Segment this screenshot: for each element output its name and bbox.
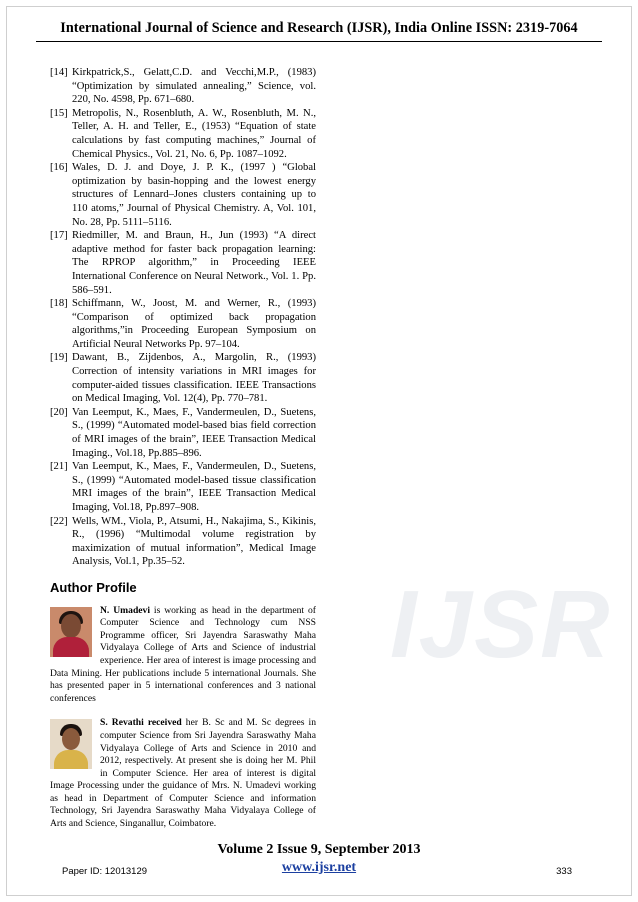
reference-text: Riedmiller, M. and Braun, H., Jun (1993) “A direct adaptive method for faster back propagation learning: The RPROP algorithm,” in Proceeding IEEE International Conference on Neural Network., Vol. 1. Pp. 586–591.	[72, 230, 316, 296]
reference-item	[50, 351, 316, 405]
reference-number: [17]	[50, 230, 68, 242]
author-photo	[50, 607, 92, 657]
header-rule	[36, 41, 602, 42]
left-column	[50, 66, 316, 843]
footer-paper-id: Paper ID: 12013129	[62, 866, 148, 877]
reference-text: Wales, D. J. and Doye, J. P. K., (1997 ) “Global optimization by basin-hopping and the lowest energy structures of Lennard–Jones clusters containing up to 110 atoms,” Journal of Physical Chemistry. A, Vol. 101, No. 28, Pp. 5111–5116.	[72, 162, 316, 228]
reference-number: [18]	[50, 298, 68, 310]
author-profile-2	[50, 717, 316, 830]
author-bio: her B. Sc and M. Sc degrees in computer Science from Sri Jayendra Saraswathy Maha Vidyalaya College of Arts and Science in 2010 and 2012, respectively. At present she is doing her M. Phil in Computer Science. Her area of interest is digital Image Processing under the guidance of Mrs. N. Umadevi working as head in Department of Computer Science and information Technology, Sri Jayendra Saraswathy Maha Vidyalaya College of Arts and Science, Singanallur, Coimbatore.	[50, 717, 316, 830]
ijsr-watermark: IJSR	[390, 571, 612, 678]
reference-text: Schiffmann, W., Joost, M. and Werner, R., (1993) “Comparison of optimized back propagation algorithms,”in Proceeding European Symposium on Artificial Neural Networks Pp. 97–104.	[72, 298, 316, 350]
reference-list	[50, 66, 316, 569]
reference-text: Metropolis, N., Rosenbluth, A. W., Rosenbluth, M. N., Teller, A. H. and Teller, E., (1953) “Equation of state calculations by fast computing machines,” Journal of Chemical Physics., Vol. 21, No. 6, Pp. 1087–1092.	[72, 107, 316, 160]
reference-item	[50, 107, 316, 161]
reference-text: Dawant, B., Zijdenbos, A., Margolin, R., (1993) Correction of intensity variations in MRI images for computer-aided tissues classification. IEEE Transactions on Medical Imaging, Vol. 12(4), Pp. 770–781.	[72, 352, 316, 405]
author-bio: is working as head in the department of Computer Science and Technology cum NSS Programme officer, Sri Jayendra Saraswathy Maha Vidyalaya College of Arts and Science of industrial experience. Her area of interest is image processing and Data Mining. Her publications include 5 international Journals. She has presented paper in 5 international conferences and 3 national conferences	[50, 604, 316, 704]
reference-text: Kirkpatrick,S., Gelatt,C.D. and Vecchi,M.P., (1983) “Optimization by simulated annealing,” Science, vol. 220, No. 4598, Pp. 671–680.	[72, 67, 316, 106]
author-profile-heading: Author Profile	[50, 579, 137, 595]
reference-number: [20]	[50, 406, 68, 418]
page-number: 333	[556, 866, 572, 877]
reference-item	[50, 229, 316, 297]
author-photo	[50, 719, 92, 769]
author-name: N. Umadevi	[100, 604, 150, 616]
journal-header: International Journal of Science and Research (IJSR), India Online ISSN: 2319-7064	[60, 20, 578, 36]
reference-item	[50, 297, 316, 351]
reference-text: Van Leemput, K., Maes, F., Vandermeulen, D., Suetens, S., (1999) “Automated model-based tissue classification MRI images of the brain”, IEEE Transaction Medical Imaging, Vol.18, Pp.897–908.	[72, 461, 316, 513]
reference-item	[50, 406, 316, 460]
reference-text: Wells, WM., Viola, P., Atsumi, H., Nakajima, S., Kikinis, R., (1996) “Multimodal volume registration by maximization of mutual information”, Medical Image Analysis, Vol.1, Pp.35–52.	[72, 515, 316, 568]
author-name: S. Revathi received	[100, 717, 182, 729]
reference-number: [15]	[50, 107, 68, 119]
reference-number: [19]	[50, 352, 68, 364]
reference-text: Van Leemput, K., Maes, F., Vandermeulen, D., Suetens, S., (1999) “Automated model-based bias field correction of MRI images of the brain”, IEEE Transaction Medical Imaging., Vol.18, Pp.885–896.	[72, 406, 316, 459]
reference-number: [22]	[50, 515, 68, 527]
reference-item	[50, 66, 316, 107]
reference-number: [14]	[50, 67, 68, 78]
reference-number: [16]	[50, 162, 68, 174]
reference-item	[50, 161, 316, 229]
author-profile-1	[50, 605, 316, 706]
footer-volume: Volume 2 Issue 9, September 2013	[217, 842, 421, 857]
reference-item	[50, 460, 316, 514]
reference-item	[50, 515, 316, 569]
reference-number: [21]	[50, 461, 68, 473]
footer-url-link[interactable]: www.ijsr.net	[281, 860, 357, 875]
